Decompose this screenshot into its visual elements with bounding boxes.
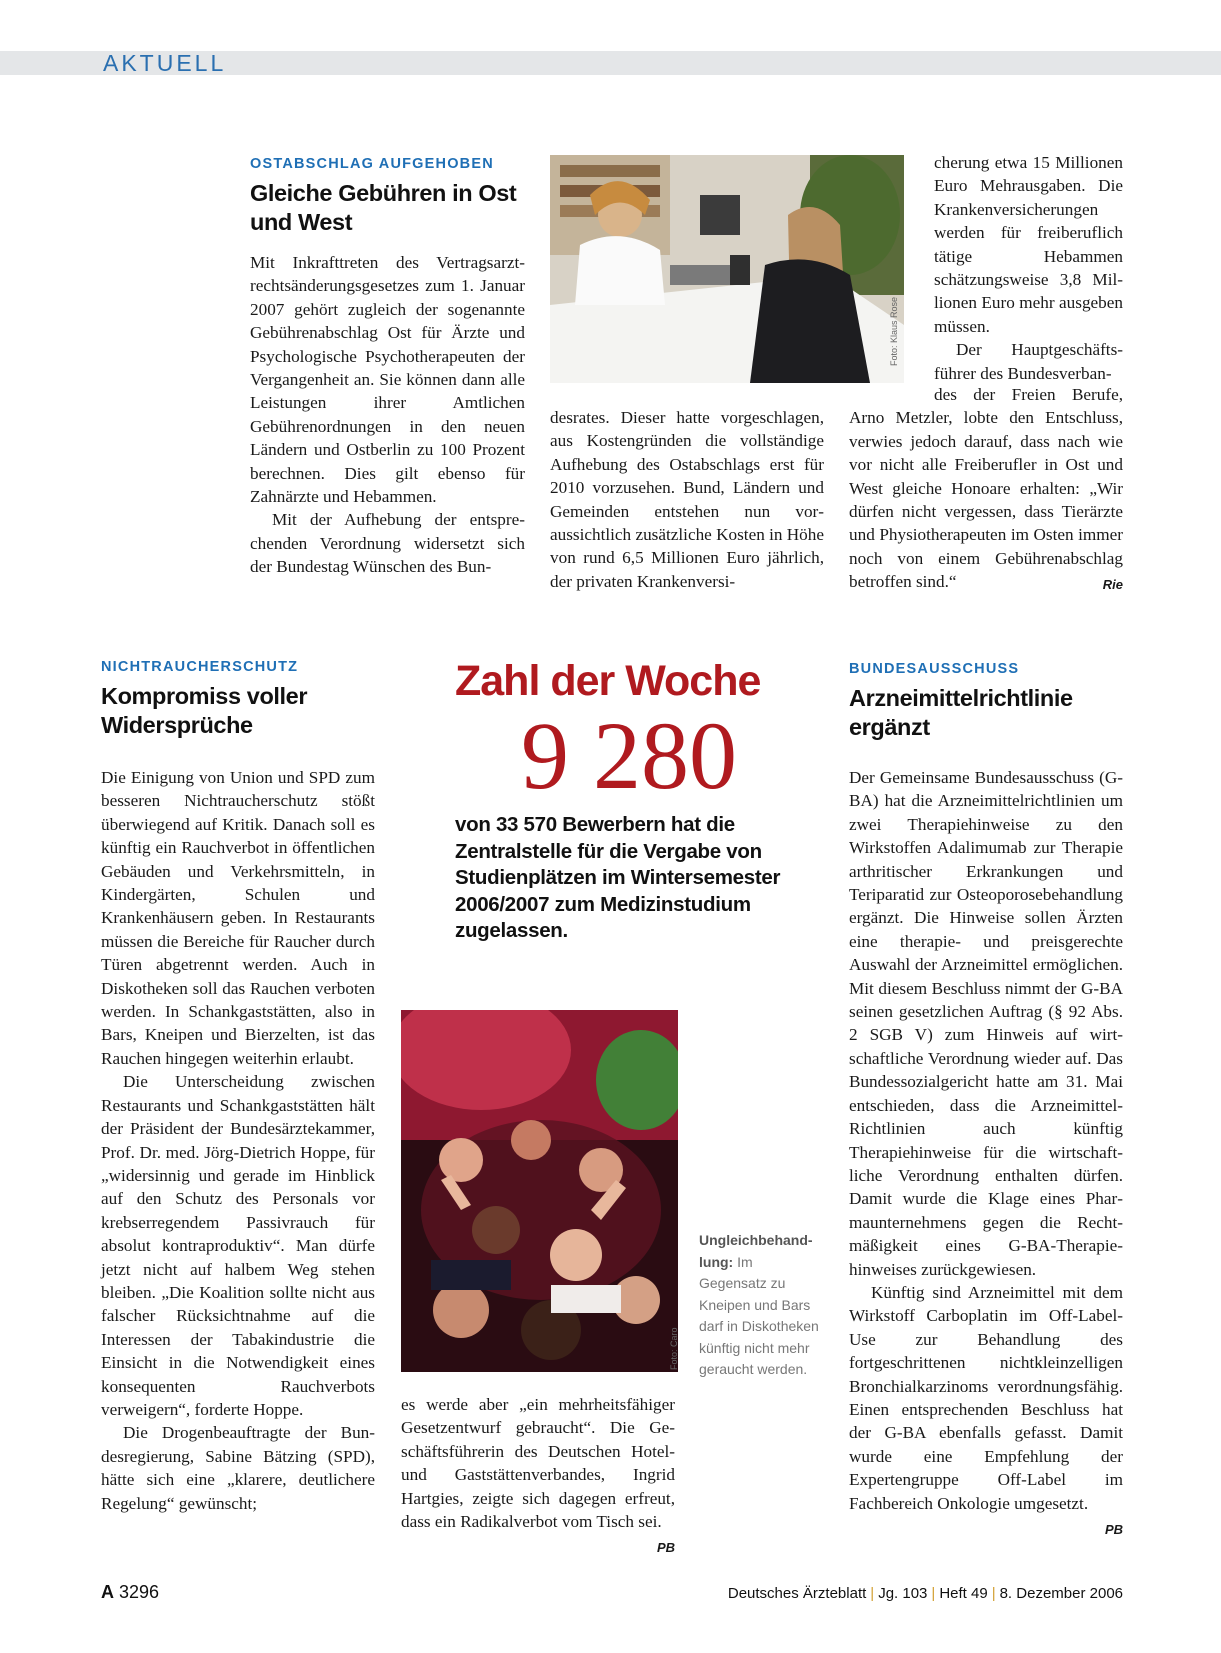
journal-name: Deutsches Ärzteblatt — [727, 1585, 867, 1602]
article-body: Die Einigung von Union und SPD zum besseren Nichtraucherschutz stößt überwiegend auf Kritik. Danach soll es künftig ein Rauchverbot in öffentlichen Gebäuden und Verkehrsmitteln, in Kindergärten, Schulen und Krankenhäusern geben. In Restaurants müssen die Bereiche für Raucher durch Türen abgetrennt werden. Auch in Diskotheken soll das Rauchen verboten werden. In Schankgaststätten, also in Bars, Kneipen und Bierzelten, ist das Rauchen hingegen weiterhin erlaubt. Die Unterscheidung zwischen Restaurants und Schankgaststätten hält der Präsident der Bundesärztekammer, Prof. Dr. med. Jörg-Dietrich Hoppe, für „widersinnig und gerade im Hinblick auf den Schutz des Personals vor krebserregendem Passivrauch für absolut kontraproduktiv“. Man dürfe jetzt nicht auf halbem Weg stehen bleiben. „Die Koalition sollte nicht aus falscher Rücksichtnahme auf die Interessen der Tabakindustrie die Einsicht in die Notwendigkeit eines konsequenten Rauchverbots verweigern“, forderte Hoppe. Die Drogenbeauftragte der Bundesregierung, Sabine Bätzing (SPD), hätte sich eine „klarere, deutlichere Regelung“ gewünscht; — [101, 768, 375, 1513]
article-headline: Gleiche Gebühren in Ost und West — [250, 180, 517, 235]
article-headline: Kompromiss voller Widersprüche — [101, 683, 308, 738]
article-body-col2: desrates. Dieser hatte vorgeschlagen, aus Kostengründen die vollständige Aufhebung des Ostabschlags erst für 2010 vorzusehen. Bund, Ländern und Gemeinden entstehen nun voraussichtlich zusätzliche Kosten in Höhe von rund 6,5 Millionen Euro jährlich, der privaten Krankenversi- — [550, 408, 824, 591]
article-body-continuation: es werde aber „ein mehrheitsfähiger Gesetzentwurf gebraucht“. Die Geschäftsführerin des Deutschen Hotel- und Gaststättenverbandes, Ingrid Hartgies, zeigte sich dagegen erfreut, dass ein Radikalverbot vom Tisch sei. PB — [401, 1393, 675, 1560]
section-label: AKTUELL — [103, 50, 227, 76]
article-body-col3-bottom: des der Freien Berufe, Arno Metzler, lobte den Entschluss, verwies jedoch darauf, dass nach wie vor nicht alle Freiberufler in Ost und West gleiche Honoare erhalten: „Wir dürfen nicht vergessen, dass Tierärzte und Physiotherapeuten im Osten immer noch von einem Gebührenabschlag betroffen sind.“ Rie — [849, 383, 1123, 597]
photo-credit: Foto: Klaus Rose — [889, 296, 899, 366]
photo-credit: Foto: Caro — [669, 1327, 679, 1370]
article-headline: Arzneimittelrichtlinie ergänzt — [849, 685, 1073, 740]
office-photo — [550, 155, 904, 383]
article-body-col1: Mit Inkrafttreten des Vertragsarztrechtsänderungsgesetzes zum 1. Januar 2007 gehört zugleich der sogenannte Gebührenabschlag Ost für Ärzte und Psychologische Psychotherapeuten der Vergangenheit an. Sie können dann alle Leistungen ihrer Amtlichen Gebührenordnungen in den neuen Ländern und Ostberlin zu 100 Prozent berechnen. Dies gilt ebenso für Zahnärzte und Hebammen. Mit der Aufhebung der entsprechenden Verordnung widersetzt sich der Bundestag Wünschen des Bun- — [250, 253, 525, 577]
author-signature: PB — [656, 1540, 675, 1556]
article-kicker: BUNDESAUSSCHUSS — [849, 661, 1020, 677]
author-signature: Rie — [1102, 577, 1123, 593]
journal-volume: Jg. 103 — [878, 1585, 928, 1602]
page-number: A 3296 — [101, 1582, 160, 1602]
journal-date: 8. Dezember 2006 — [999, 1585, 1123, 1602]
caption-lead: Ungleichbehandlung: — [699, 1232, 813, 1270]
author-signature: PB — [1104, 1522, 1123, 1537]
article-bundesausschuss — [849, 660, 1123, 1541]
article-body: Der Gemeinsame Bundesausschuss (G-BA) hat die Arzneimittelrichtlinien um zwei Therapiehinweise zu den Wirkstoffen Adalimumab zur Therapie arthritischer Erkrankungen und Teriparatid zur Osteoporosebehandlung ergänzt. Die Hinweise sollen Ärzten eine therapie- und preisgerechte Auswahl der Arzneimittel ermöglichen. Mit diesem Beschluss nimmt der G-BA seinen gesetzlichen Auftrag (§ 92 Abs. 2 SGB V) zum Hinweis auf wirtschaftliche Verordnung wieder auf. Das Bundessozialgericht hatte am 31. Mai entschieden, dass die Arzneimittel-Richtlinien auch künftig Therapiehinweise für die wirtschaftliche Verordnung enthalten dürfen. Damit wurde die Klage eines Pharmaunternehmens gegen die Rechtmäßigkeit eines G-BA-Therapiehinweises zurückgewiesen. Künftig sind Arzneimittel mit dem Wirkstoff Carboplatin im Off-Label-Use zur Behandlung des fortgeschrittenen nichtkleinzelligen Bronchialkarzinoms verordnungsfähig. Einen entsprechenden Beschluss hat der G-BA ebenfalls gefasst. Damit wurde eine Empfehlung der Expertengruppe Off-Label im Fachbereich Onkologie umgesetzt. PB — [849, 766, 1123, 1515]
article-nichtraucherschutz — [101, 658, 375, 1515]
journal-issue: Heft 49 — [939, 1585, 988, 1602]
article-kicker: OSTABSCHLAG AUFGEHOBEN — [250, 156, 494, 172]
zahl-der-woche-title: Zahl der Woche — [455, 657, 761, 705]
zahl-der-woche-box — [455, 656, 815, 945]
journal-footer: Deutsches Ärzteblatt | Jg. 103 | Heft 49 | 8. Dezember 2006 — [727, 1585, 1123, 1602]
article-ostabschlag — [250, 155, 525, 579]
article-kicker: NICHTRAUCHERSCHUTZ — [101, 659, 299, 675]
caption-text: Im Gegensatz zu Kneipen und Bars darf in Diskotheken künftig nicht mehr geraucht werden. — [699, 1253, 819, 1377]
article-body-col3-top: cherung etwa 15 Millionen Euro Mehrausgaben. Die Krankenversicherungen werden für freiberuflich tätige Hebammen schätzungsweise 3,8 Millionen Euro mehr ausgeben müssen. Der Hauptgeschäftsführer des Bundesverban- — [934, 153, 1123, 383]
disco-photo — [401, 1010, 678, 1372]
zahl-der-woche-description: von 33 570 Bewerbern hat die Zentralstelle für die Vergabe von Studienplätzen im Wintersemester 2006/2007 zum Medizinstudium zugelassen. — [455, 813, 781, 942]
zahl-der-woche-number: 9 280 — [521, 702, 737, 809]
photo-caption — [699, 1230, 824, 1381]
